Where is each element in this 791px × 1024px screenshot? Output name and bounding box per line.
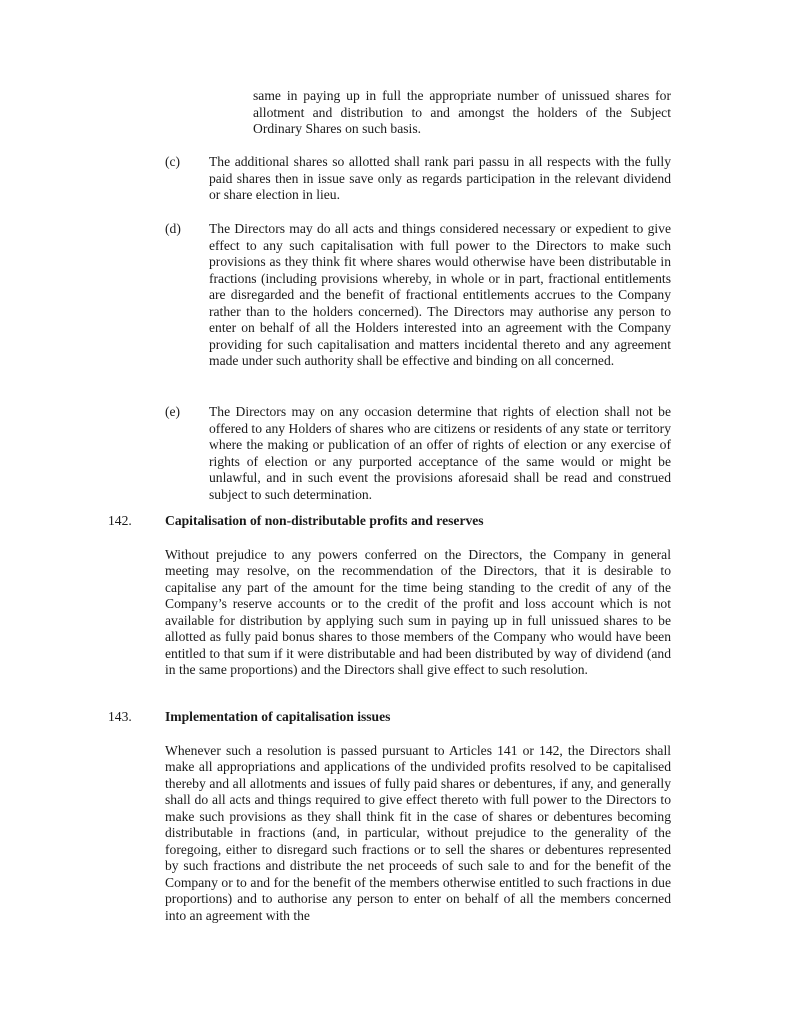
article-text: Whenever such a resolution is passed pursuant to Articles 141 or 142, the Directors shall make all appropriations and applications of the undivided profits resolved to be capitalised thereby and all allotments and issues of fully paid shares or debentures, if any, and generally shall do all acts and things required to give effect thereto with full power to the Directors to make such provisions as they shall think fit in the case of shares or debentures becoming distributable in fractions (and, in particular, without prejudice to the generality of the foregoing, either to disregard such fractions or to sell the shares or debentures represented by such fractions and distribute the net proceeds of such sale to and for the benefit of the Company or to and for the benefit of the members otherwise entitled to such fractions in due proportions) and to authorise any person to enter on behalf of all the members concerned into an agreement with the [165, 742, 671, 924]
article-142 [108, 513, 671, 679]
sub-clause-text: The Directors may on any occasion determine that rights of election shall not be offered to any Holders of shares who are citizens or residents of any state or territory where the making or publication of an offer of rights of election or any exercise of rights of election or any purported acceptance of the same would or might be unlawful, and in such event the provisions aforesaid shall be read and construed subject to such determination. [209, 404, 671, 502]
continuation-paragraph: same in paying up in full the appropriate number of unissued shares for allotment and distribution to and amongst the holders of the Subject Ordinary Shares on such basis. [253, 88, 671, 137]
sub-clause-label: (c) [165, 154, 181, 169]
article-number: 142. [108, 513, 132, 528]
article-heading: Capitalisation of non-distributable profits and reserves [165, 513, 484, 528]
sub-clause-e [165, 404, 671, 503]
sub-clause-label: (e) [165, 404, 181, 419]
sub-clause-text: The Directors may do all acts and things considered necessary or expedient to give effect to any such capitalisation with full power to the Directors to make such provisions as they think fit where shares would otherwise have been distributable in fractions (including provisions whereby, in whole or in part, fractional entitlements are disregarded and the benefit of fractional entitlements accrues to the Company rather than to the holders concerned). The Directors may authorise any person to enter on behalf of all the Holders interested into an agreement with the Company providing for such capitalisation and matters incidental thereto and any agreement made under such authority shall be effective and binding on all concerned. [209, 221, 671, 369]
article-number: 143. [108, 709, 132, 724]
margin-watermark [779, 740, 789, 1020]
sub-clause-d [165, 221, 671, 370]
article-heading: Implementation of capitalisation issues [165, 709, 391, 724]
sub-clause-label: (d) [165, 221, 181, 236]
sub-clause-text: The additional shares so allotted shall rank pari passu in all respects with the fully paid shares then in issue save only as regards participation in the relevant dividend or share election in lieu. [209, 154, 671, 203]
article-text: Without prejudice to any powers conferred on the Directors, the Company in general meeting may resolve, on the recommendation of the Directors, that it is desirable to capitalise any part of the amount for the time being standing to the credit of any of the Company’s reserve accounts or to the credit of the profit and loss account which is not available for distribution by applying such sum in paying up in full unissued shares to be allotted as fully paid bonus shares to those members of the Company who would have been entitled to that sum if it were distributable and had been distributed by way of dividend (and in the same proportions) and the Directors shall give effect to such resolution. [165, 546, 671, 678]
article-143 [108, 709, 671, 925]
sub-clause-c [165, 154, 671, 204]
